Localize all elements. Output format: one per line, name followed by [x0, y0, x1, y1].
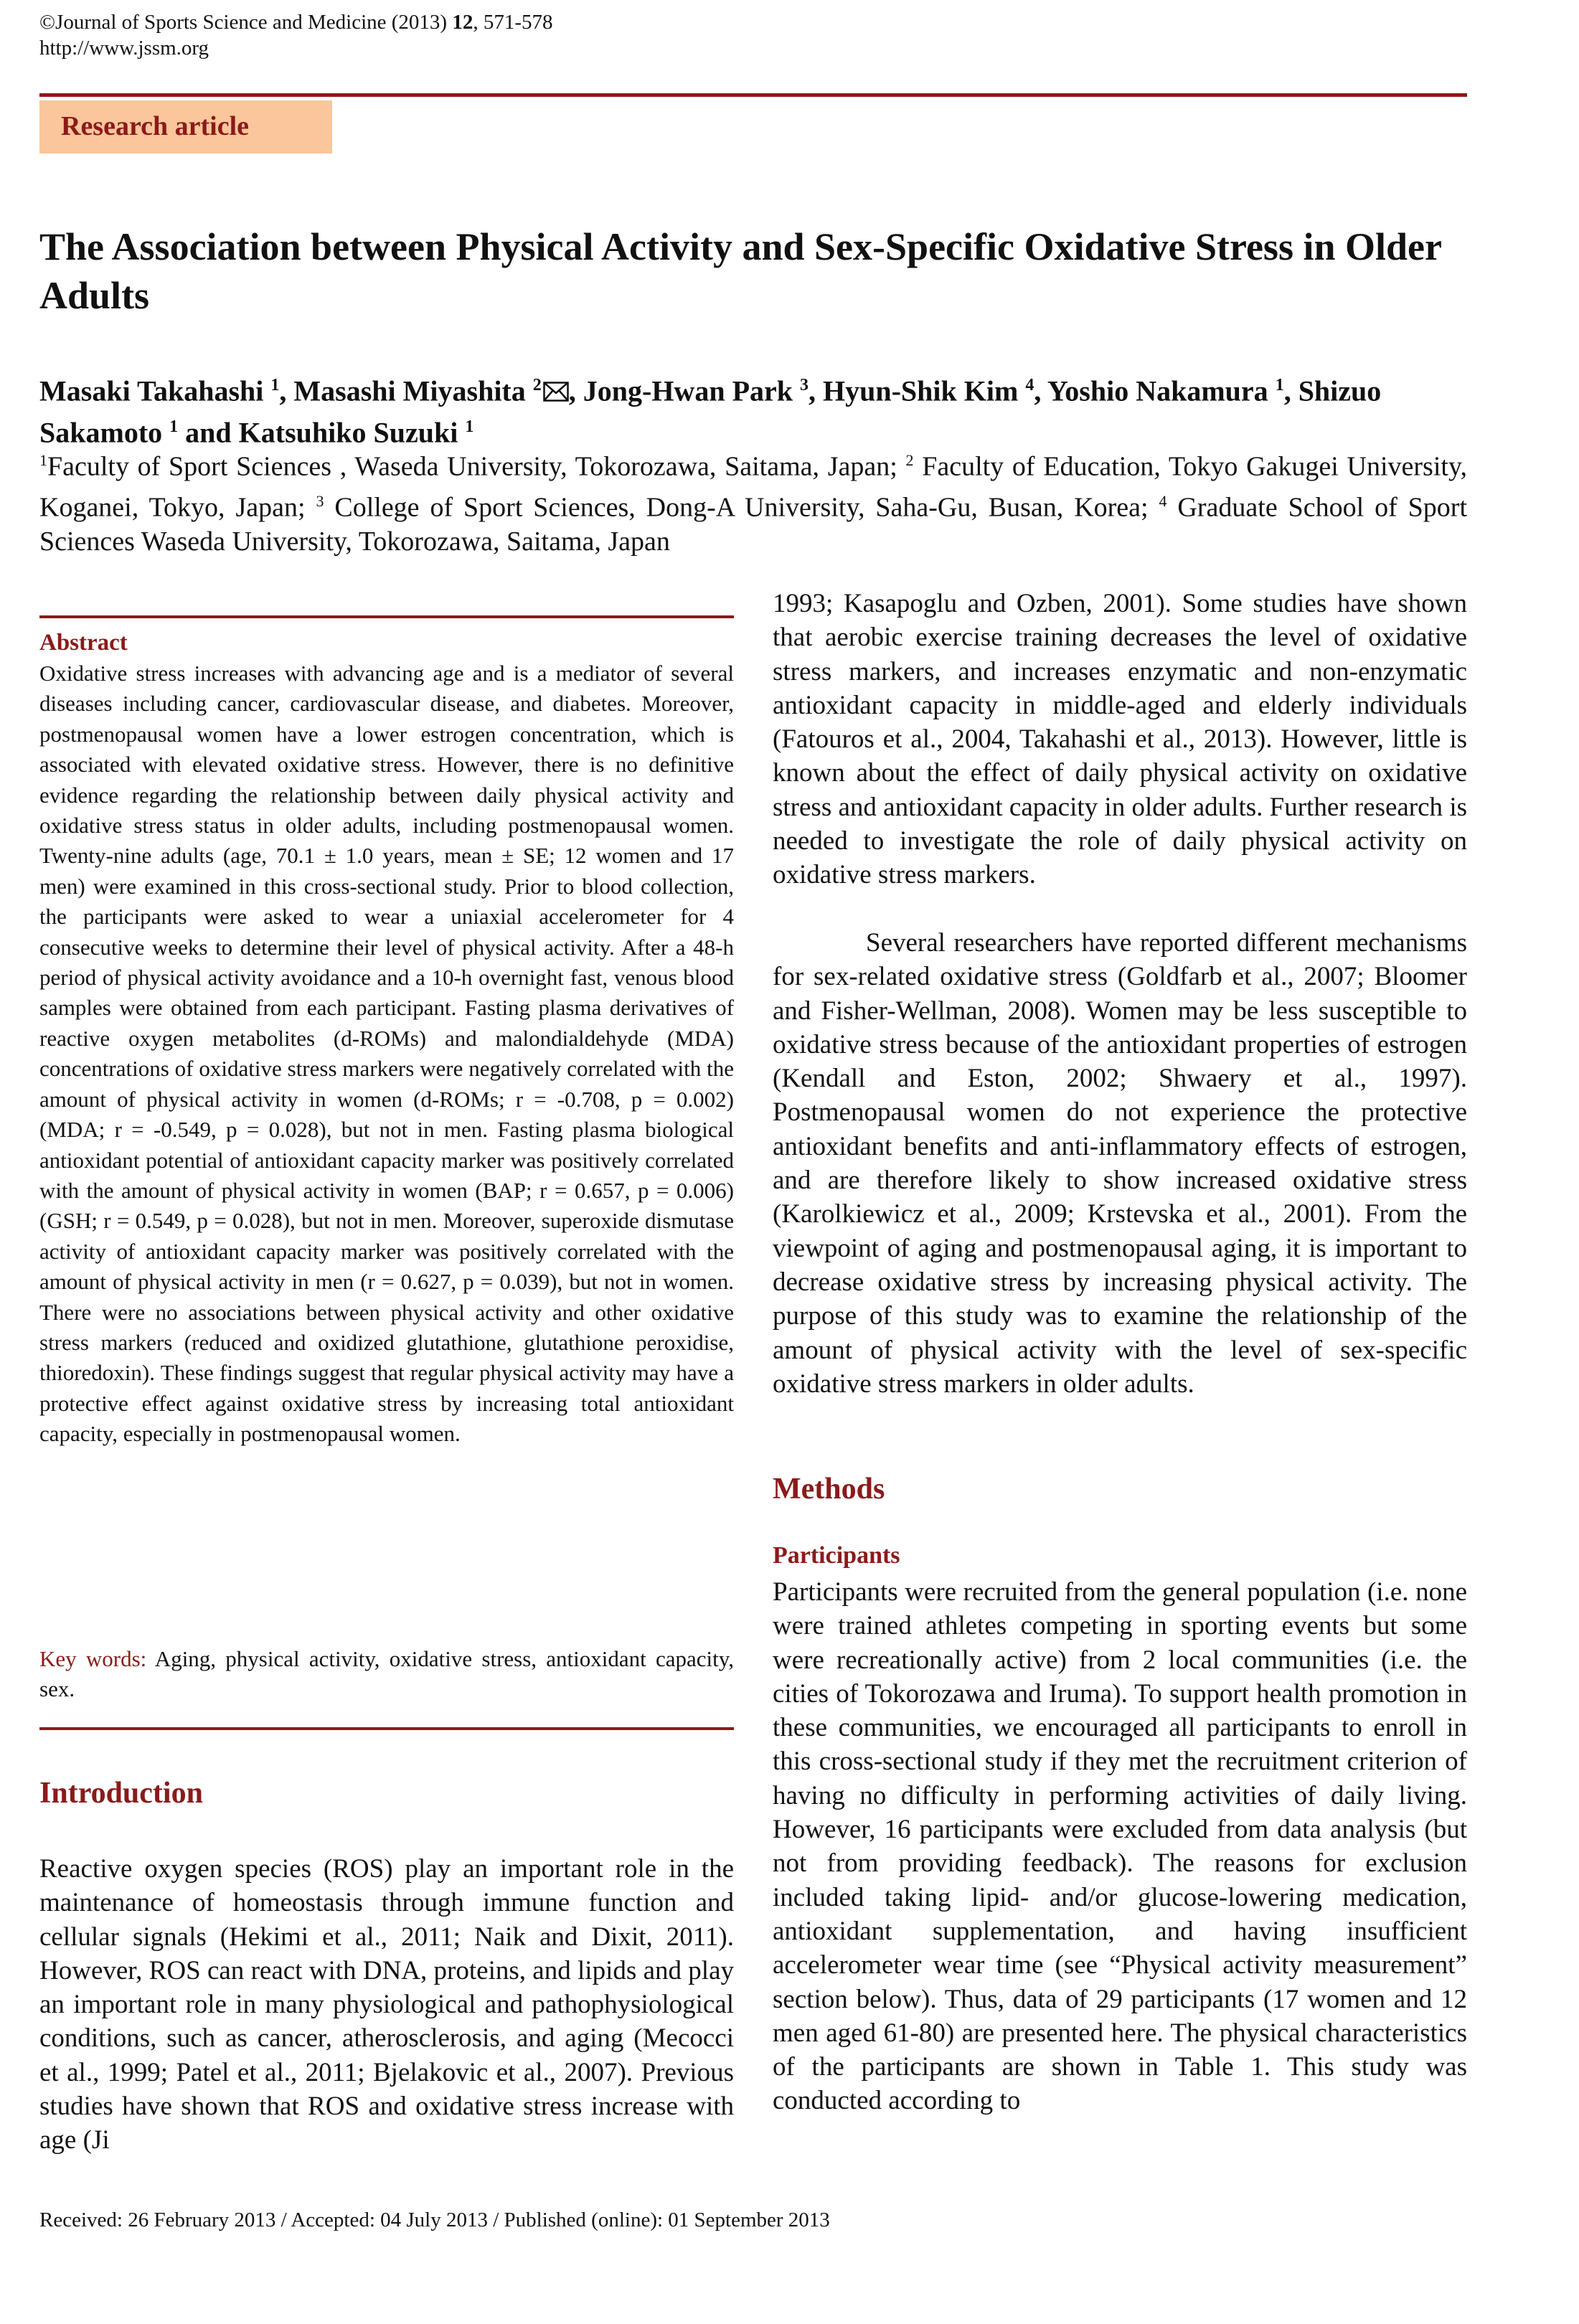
author-name: , Jong-Hwan Park — [568, 374, 800, 407]
journal-pages: , 571-578 — [473, 11, 553, 34]
header-divider — [39, 93, 1467, 97]
affiliation-text: Faculty of Education, Tokyo Gakugei University, Koganei, Tokyo, Japan; — [39, 451, 1467, 523]
methods-heading: Methods — [773, 1473, 885, 1506]
affiliation-number: 4 — [1159, 491, 1167, 510]
affiliation-number: 2 — [905, 451, 914, 469]
affiliation-text: Graduate School of Sport Sciences Waseda University, Tokorozawa, Saitama, Japan — [39, 492, 1467, 557]
abstract-heading: Abstract — [39, 630, 128, 656]
journal-citation — [39, 10, 553, 34]
author-affiliation-ref: 1 — [465, 417, 474, 437]
author-affiliation-ref: 1 — [270, 376, 280, 395]
author-name: , Hyun-Shik Kim — [809, 374, 1026, 407]
participants-text: Participants were recruited from the general population (i.e. none were trained athletes competing in sporting events but some were recreationally active) from 2 local communities (i.e. the cities of Tokorozawa and Iruma). To support health promotion in these communities, we encouraged all participants to enroll in this cross-sectional study if they met the recruitment criterion of having no difficulty in performing activities of daily living. However, 16 participants were excluded from data analysis (but not from providing feedback). The reasons for exclusion included taking lipid- and/or glucose-lowering medication, antioxidant supplementation, and having insufficient accelerometer wear time (see “Physical activity measurement” section below). Thus, data of 29 participants (17 women and 12 men aged 61-80) are presented here. The physical characteristics of the participants are shown in Table 1. This study was conducted according to — [773, 1577, 1467, 2116]
author-affiliation-ref: 4 — [1025, 376, 1034, 395]
keywords-label: Key words: — [39, 1646, 147, 1671]
author-affiliation-ref: 1 — [1275, 376, 1284, 395]
affiliation-number: 3 — [316, 491, 324, 510]
article-type-badge — [39, 100, 332, 153]
abstract-bottom-rule — [39, 1727, 734, 1730]
author-affiliation-ref: 3 — [800, 376, 809, 395]
abstract-top-rule — [39, 615, 734, 618]
journal-url[interactable]: http://www.jssm.org — [39, 37, 209, 60]
author-name: , Yoshio Nakamura — [1034, 374, 1276, 407]
author-list — [39, 367, 1474, 451]
keywords — [39, 1644, 734, 1705]
introduction-heading: Introduction — [39, 1777, 203, 1810]
introduction-paragraph-1: Reactive oxygen species (ROS) play an important role in the maintenance of homeostasis through immune function and cellular signals (Hekimi et al., 2011; Naik and Dixit, 2011). However, ROS can react with DNA, proteins, and lipids and play an important role in many physiological and pathophysiological conditions, such as cancer, atherosclerosis, and aging (Mecocci et al., 1999; Patel et al., 2011; Bjelakovic et al., 2007). Previous studies have shown that ROS and oxidative stress increase with age (Ji — [39, 1854, 734, 2155]
publication-dates: Received: 26 February 2013 / Accepted: 04 July 2013 / Published (online): 01 September 2013 — [39, 2209, 830, 2231]
affiliation-number: 1 — [39, 451, 47, 469]
author-name: and Katsuhiko Suzuki — [178, 416, 466, 449]
participants-heading: Participants — [773, 1542, 900, 1569]
abstract-text: Oxidative stress increases with advancing age and is a mediator of several diseases including cancer, cardiovascular disease, and diabetes. Moreover, postmenopausal women have a lower estrogen concentration, which is associated with elevated oxidative stress. However, there is no definitive evidence regarding the relationship between daily physical activity and oxidative stress status in older adults, including postmenopausal women. Twenty-nine adults (age, 70.1 ± 1.0 years, mean ± SE; 12 women and 17 men) were examined in this cross-sectional study. Prior to blood collection, the participants were asked to wear a uniaxial accelerometer for 4 consecutive weeks to determine their level of physical activity. After a 48-h period of physical activity avoidance and a 10-h overnight fast, venous blood samples were obtained from each participant. Fasting plasma derivatives of reactive oxygen metabolites (d-ROMs) and malondialdehyde (MDA) concentrations of oxidative stress markers were negatively correlated with the amount of physical activity in women (d-ROMs; r = -0.708, p = 0.002) (MDA; r = -0.549, p = 0.028), but not in men. Fasting plasma biological antioxidant potential of antioxidant capacity marker was positively correlated with the amount of physical activity in women (BAP; r = 0.657, p = 0.006) (GSH; r = 0.549, p = 0.028), but not in men. Moreover, superoxide dismutase activity of antioxidant capacity marker was positively correlated with the amount of physical activity in men (r = 0.627, p = 0.039), but not in women. There were no associations between physical activity and other oxidative stress markers (reduced and oxidized glutathione, glutathione peroxidise, thioredoxin). These findings suggest that regular physical activity may have a protective effect against oxidative stress by increasing total antioxidant capacity, especially in postmenopausal women. — [39, 661, 734, 1447]
journal-volume: 12 — [452, 11, 473, 34]
author-affiliation-ref: 2 — [532, 376, 542, 395]
keywords-text: Aging, physical activity, oxidative stress, antioxidant capacity, sex. — [39, 1646, 734, 1702]
journal-name: ©Journal of Sports Science and Medicine (2013) — [39, 11, 453, 34]
author-affiliation-ref: 1 — [169, 417, 179, 437]
author-name: , Shizuo Sakamoto — [39, 374, 1382, 449]
affiliation-text: Faculty of Sport Sciences , Waseda University, Tokorozawa, Saitama, Japan; — [47, 451, 906, 482]
article-title: The Association between Physical Activity and Sex-Specific Oxidative Stress in Older Adults — [39, 225, 1441, 317]
author-name: , Masashi Miyashita — [279, 374, 533, 407]
affiliation-text: College of Sport Sciences, Dong-A University, Saha-Gu, Busan, Korea; — [324, 492, 1159, 523]
introduction-paragraph-2: Several researchers have reported different mechanisms for sex-related oxidative stress (Goldfarb et al., 2007; Bloomer and Fisher-Wellman, 2008). Women may be less susceptible to oxidative stress because of the antioxidant properties of estrogen (Kendall and Eston, 2002; Shwaery et al., 1997). Postmenopausal women do not experience the protective antioxidant benefits and anti-inflammatory effects of estrogen, and are therefore likely to show increased oxidative stress (Karolkiewicz et al., 2009; Krstevska et al., 2001). From the viewpoint of aging and postmenopausal aging, it is important to decrease oxidative stress by increasing physical activity. The purpose of this study was to examine the relationship of the amount of physical activity with the level of sex-specific oxidative stress markers in older adults. — [773, 928, 1467, 1399]
article-type-label: Research article — [61, 111, 250, 141]
author-name: Masaki Takahashi — [39, 374, 271, 407]
affiliations — [39, 443, 1467, 559]
introduction-paragraph-1-continued: 1993; Kasapoglu and Ozben, 2001). Some studies have shown that aerobic exercise training decreases the level of oxidative stress markers, and increases enzymatic and non-enzymatic antioxidant capacity in middle-aged and elderly individuals (Fatouros et al., 2004, Takahashi et al., 2013). However, little is known about the effect of daily physical activity on oxidative stress and antioxidant capacity in older adults. Further research is needed to investigate the role of daily physical activity on oxidative stress markers. — [773, 589, 1467, 890]
envelope-icon[interactable] — [543, 382, 569, 402]
